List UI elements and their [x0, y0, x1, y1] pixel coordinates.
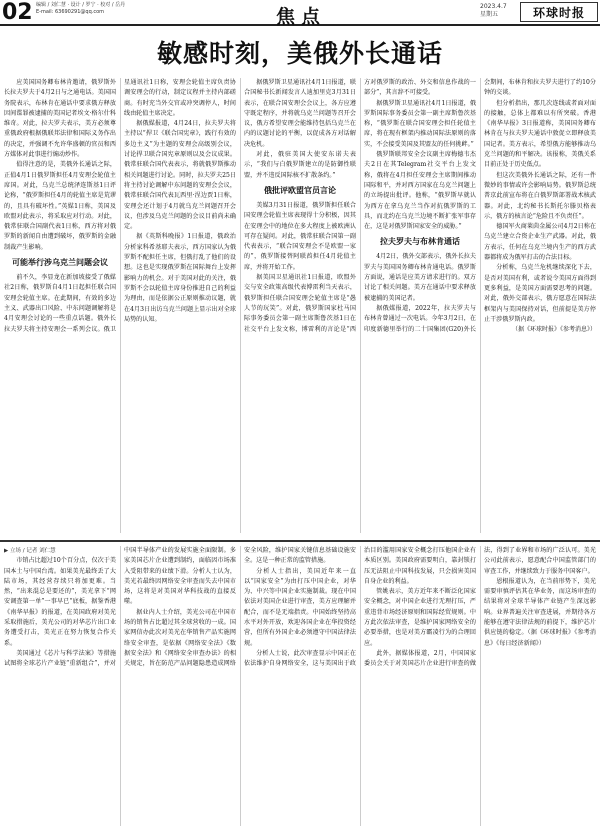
- article-paragraph: 德国军火商莱茵金属公司4月2日称在乌克兰建立合资企业生产武器。对此，俄方表示，任何在乌克兰境内生产的西方武器都将成为俄军打击的合法目标。: [484, 223, 596, 262]
- subheading: 拉夫罗夫与布林肯通话: [380, 237, 460, 247]
- article-paragraph: 前不久，李显龙在新加坡接受了俄媒社2日称，俄罗斯自4月1日起担任联合国安理会轮值主席。在此期间，有效的多边主义、武器出口风险、中东问题调解将是4月安理会讨论的一些重点话题。俄外长拉夫罗夫将主持安理会一系列会议。俄卫星通讯社1日称，安理会轮值主席负责协调安理会的行动，制定议程并主持内部磋商。有时充当外交官或冲突调停人，时间线由轮值主席决定。: [4, 79, 236, 333]
- article-paragraph: 据业内人士介绍，美光公司在中国市场的销售占比超过其全球营收的一成。国家网信办此次对美光在华销售产品实施网络安全审查，是依据《网络安全法》《数据安全法》和《网络安全审查办法》的相关规定，旨在防范产品问题隐患造成网络安全风险，维护国家关键信息基础设施安全。这是一种正常的监管措施。: [124, 547, 356, 668]
- weekday-line: 星期五: [480, 11, 499, 18]
- article-paragraph: 值得注意的是，美俄外长通话之际，正值4月1日俄罗斯担任4月安理会轮值主席国。对此，乌克兰总统泽连斯基1日评论称，“俄罗斯担任4月的轮值主席是荒谬的，且具有破坏性。”英媒1日称，美国及欧盟对此表示，将采取应对行动。对此，俄常驻联合国副代表1日称，西方将对俄罗斯的新闻自由遭到破坏，俄罗斯的金融制裁产生影响。: [4, 161, 116, 251]
- section-divider: [0, 540, 600, 542]
- second-article: [4, 546, 596, 826]
- article-paragraph: 分析人士指出，美国近年来一直以“国家安全”为由打压中国企业，对华为、中兴等中国企业实施制裁。现在中国依法对美国企业进行审查，美方应理解并配合，而不是无端指责。中国始终坚持高水平对外开放，欢迎各国企业在华投资经营，但所有外国企业必须遵守中国法律法规。: [244, 567, 356, 647]
- article-paragraph: 但这次美俄外长通话之际，还有一件微妙的事情或许会影响局势。俄罗斯总统普京此前宣布将在白俄罗斯部署战术核武器。对此，北约秘书长斯托尔滕贝格表示，俄方的核言论“危险且不负责任”。: [484, 171, 596, 220]
- article-paragraph: 应美国国务卿布林肯邀请，俄罗斯外长拉夫罗夫于4月2日与之通电话。美国国务院表示，布林肯在通话中要求俄方释放因间谍罪被逮捕的美国记者埃文·格尔什科维奇。对此，拉夫罗夫表示，美方必须尊重俄政府根据俄联邦法律和国际义务作出的决定，并强调不允许华盛顿的官员和西方媒体对此事进行煽动炒作。: [4, 79, 116, 159]
- article-paragraph: 4月2日，俄外交部表示，俄外长拉夫罗夫与美国国务卿布林肯通电话。俄罗斯方面说，通话是应美方请求进行的。双方讨论了相关问题。美方在通话中要求释放被逮捕的美国记者。: [364, 253, 476, 302]
- article-paragraph: 此外，据媒体报道，2月，中国国家委员会关于对美国芯片企业进行审查的做法，得到了业界和市场的广泛认可。美光公司此前表示，愿意配合中国监管部门的审查工作，并继续致力于服务中国客户。: [364, 547, 596, 668]
- article-paragraph: 分析称，乌克兰危机继续深化下去，是否对美国有利，或者说令美国方面得到更多利益，是美国方面需要思考的问题。对此，俄外交部表示，俄方愿意在国际法框架内与美国保持对话，但前提是美方停止干涉俄罗斯内政。: [484, 264, 596, 323]
- article-paragraph: 据俄罗斯卫星通讯社4月1日报道，联合国秘书长新闻发言人迪加里克3月31日表示，在联合国安理会会议上，各方应遵守既定程序，并将就乌克兰问题等召开会议，俄方希望安理会能维持包括乌克兰在内的议题讨论的平衡，以促成各方对话解决危机。: [244, 79, 356, 148]
- byline: ▶ 立场 / 记者 刘仁慧: [4, 548, 56, 554]
- article-paragraph: 俄罗斯联邦安全会议副主席梅德韦杰夫2日在其Telegram社交平台上发文称，俄将在4月担任安理会主席期间推动国际和平，并对西方国家在乌克兰问题上的立场提出批评。他称，“俄罗斯早就认为西方在拿乌克兰当作对抗俄罗斯的工具，而北约在乌克兰边境不断扩张军事存在，这是对俄罗斯国家安全的威胁。”: [364, 151, 476, 231]
- article-paragraph: 恩根报道认为，在当前形势下，美光需要审慎评估其在华业务，而这场审查的结果将对全球半导体产业链产生深远影响。业界普遍关注审查进展，并期待各方能够在遵守法律法规的前提下，维护芯片供应链的稳定。（据《环球时报》《参考消息》《每日经济新闻》）: [484, 577, 596, 647]
- article-paragraph: 对此，俄驻美国大使安东诺夫表示，“我们与白俄罗斯建立的是防御性联盟，并不违反国际核不扩散条约。”: [244, 151, 356, 179]
- editors-line: 编辑 / 刘仁慧 · 设计 / 罗宁 · 校对 / 岳丹: [36, 2, 126, 8]
- article-paragraph: 据俄媒报道，4月24日，拉夫罗夫将主持以“捍卫《联合国宪章》，践行有效的多边主义”为主题的安理会高级别会议，讨论捍卫联合国宪章原则以及会议成果。俄常驻联合国代表表示，将就俄罗斯推动相关问题进行讨论。同时，拉夫罗夫25日将主持讨论调解中东问题的安理会会议，俄常驻联合国代表瓦西里·涅边贾1日称，安理会还计划于4月就乌克兰问题召开会议，但涉及乌克兰问题的会议目前尚未确定。: [124, 120, 236, 231]
- main-article: [4, 78, 596, 533]
- article-paragraph: 据美国卫星通讯社1日报道，欧盟外交与安全政策高级代表博雷利当天表示，俄罗斯担任联合国安理会轮值主席是“愚人节的玩笑”。对此，俄罗斯国家杜马国际事务委员会第一副主席斯鲁茨基1日在社交平台上发文称，博雷利的言论是“西方对俄罗斯的政治、外交和信息作战的一部分”，其言辞不可接受。: [244, 79, 476, 333]
- article-paragraph: 美媒3月31日报道，俄罗斯担任联合国安理会轮值主席表现得十分积极，因其在安理会中的地位在多大程度上被欧洲认可存在疑问。对此，俄常驻联合国第一副代表表示，“联合国安理会不是欧盟一家的”，俄罗斯接替阿联酋担任4月轮值主席，并将开始工作。: [244, 201, 356, 271]
- article-source: （据《环球时报》《参考消息》）: [511, 326, 596, 334]
- masthead: [0, 0, 600, 26]
- article-paragraph: 据俄媒报道，2022年，拉夫罗夫与布林肯曾通过一次电话。今年3月2日，在印度新德里举行的二十国集团(G20)外长会期间，布林肯和拉夫罗夫进行了约10分钟的交谈。: [364, 79, 596, 333]
- subheading: 可能举行涉乌克兰问题会议: [12, 258, 108, 268]
- email-line: E-mail: 63690291@qq.com: [36, 9, 105, 15]
- date-line: 2023.4.7: [480, 3, 507, 10]
- article-paragraph: 但分析指出，那几次连线或者面对面的接触，总体上都难以有所突破。香港《南华早报》3日报道称，美国国务卿布林肯在与拉夫罗夫通话中敦促立即释放美国记者。美方表示，希望俄方能够推动乌克兰问题的和平解决。该报称，美俄关系目前正处于历史低点。: [484, 99, 596, 169]
- article-paragraph: 美国通过《芯片与科学法案》等措施试图将全球芯片产业链“重新组合”，并对中国半导体产业的发展实施全面限制。多家美国芯片企业遭到制约，面临因市场准入受阻带来的业绩下滑。分析人士认为，美光若最终因网络安全审查而失去中国市场，这将是对美国对华科技战的直接反噬。: [4, 547, 236, 668]
- subheading: 俄批评欧盟官员言论: [264, 185, 336, 195]
- editors-info: [36, 2, 125, 16]
- article-paragraph: 据《英斯科晚报》1日报道，俄政治分析家科希基耶夫表示，西方国家认为俄罗斯不配担任主席，但俄打乱了他们的设想。这也是实现俄罗斯在国际舞台上发挥影响力的机会。对于美国对此的关注，俄罗斯不会以轮值主席身份推进自己的利益为理由，而是依据公正原则推动议题，就在4月3日出访乌克兰问题上显示出对全球局势的认知。: [124, 233, 236, 323]
- article-paragraph: 据俄罗斯卫星通讯社4月1日报道，俄罗斯国际事务委员会第一副主席斯鲁茨基称，“俄罗斯在联合国安理会担任轮值主席，将在现有框架内推动国际法原则的落实，不会接受美国及其盟友的任何挑衅。”: [364, 99, 476, 148]
- section-title: 焦点: [276, 6, 327, 28]
- issue-date: [480, 3, 507, 19]
- article-paragraph: 管姚表示，美方近年来不断泛化国家安全概念，对中国企业进行无理打压，严重违背市场经济原则和国际经贸规则。中方此次依法审查，是维护国家网络安全的必要举措，也是对美方霸凌行为的合理回应。: [364, 588, 476, 647]
- newspaper-logo: 环球时报: [520, 2, 598, 22]
- article-paragraph: 市销占比超过10个百分点，仅次于美国本土与中国台湾。如果美光最终丢了大陆市场，其经营存续只将加更难。当然，“出来混总是要还的”，美光拿下“网安调查第一单”一事早已“底板，据鉴香港《南华早报》的报道，在美国政府对美光采取措施后，美光公司的对华芯片出口业务遭受打击，美光正在努力恢复合作关系。: [4, 557, 116, 647]
- page-number: 02: [2, 0, 33, 25]
- article-paragraph: 分析人士说，此次审查显示中国正在依法维护自身网络安全，这与美国出于政治目的滥用国家安全概念打压他国企业有本质区别。美国政府需要明白，靠封锁打压无法阻止中国科技发展，只会损害美国自身企业的利益。: [244, 547, 476, 668]
- headline: 敏感时刻，美俄外长通话: [156, 39, 443, 68]
